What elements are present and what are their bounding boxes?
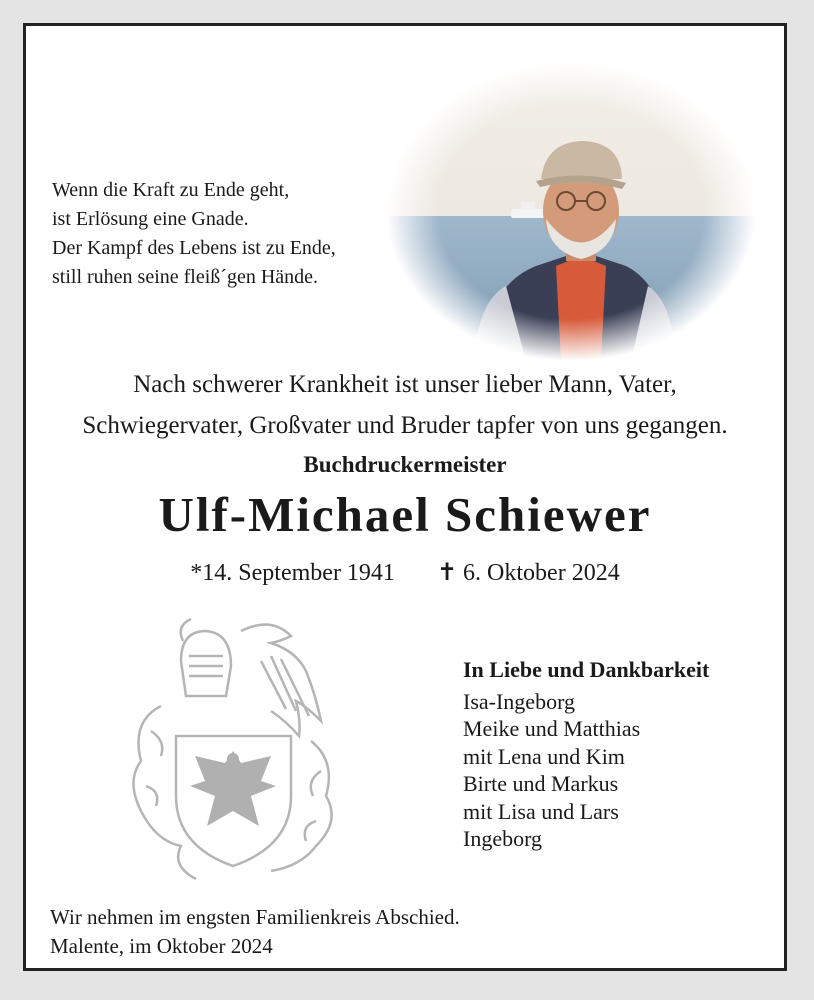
poem-line: still ruhen seine fleiß´gen Hände.	[52, 266, 319, 288]
deceased-name: Ulf-Michael Schiewer	[158, 487, 652, 542]
poem-line: Der Kampf des Lebens ist zu Ende,	[52, 237, 336, 259]
family-member: Meike und Matthias	[463, 716, 641, 741]
intro-line: Nach schwerer Krankheit ist unser lieber Mann, Vater,	[133, 371, 677, 398]
profession-title: Buchdruckermeister	[303, 452, 507, 477]
footer-line: Wir nehmen im engsten Familienkreis Abschied.	[50, 905, 460, 929]
birth-date: *14. September 1941	[190, 560, 395, 586]
family-member: mit Lena und Kim	[463, 743, 625, 769]
poem	[52, 176, 336, 292]
coat-of-arms-icon	[121, 611, 346, 886]
footer-line: Malente, im Oktober 2024	[50, 934, 273, 958]
obituary-card	[23, 23, 787, 971]
family-member: mit Lisa und Lars	[463, 798, 619, 824]
family-signatures	[463, 656, 709, 853]
poem-line: Wenn die Kraft zu Ende geht,	[52, 179, 290, 201]
footer-text	[50, 903, 460, 961]
intro-line: Schwiegervater, Großvater und Bruder tapfer von uns gegangen.	[82, 412, 728, 439]
family-member: Birte und Markus	[463, 771, 619, 796]
intro-text	[26, 364, 784, 446]
life-dates	[26, 558, 784, 587]
portrait-photo	[386, 61, 756, 361]
family-member: Isa-Ingeborg	[463, 688, 575, 714]
family-heading: In Liebe und Dankbarkeit	[463, 657, 710, 682]
family-member: Ingeborg	[463, 826, 543, 851]
death-date: ✝ 6. Oktober 2024	[436, 560, 620, 586]
poem-line: ist Erlösung eine Gnade.	[52, 208, 249, 230]
